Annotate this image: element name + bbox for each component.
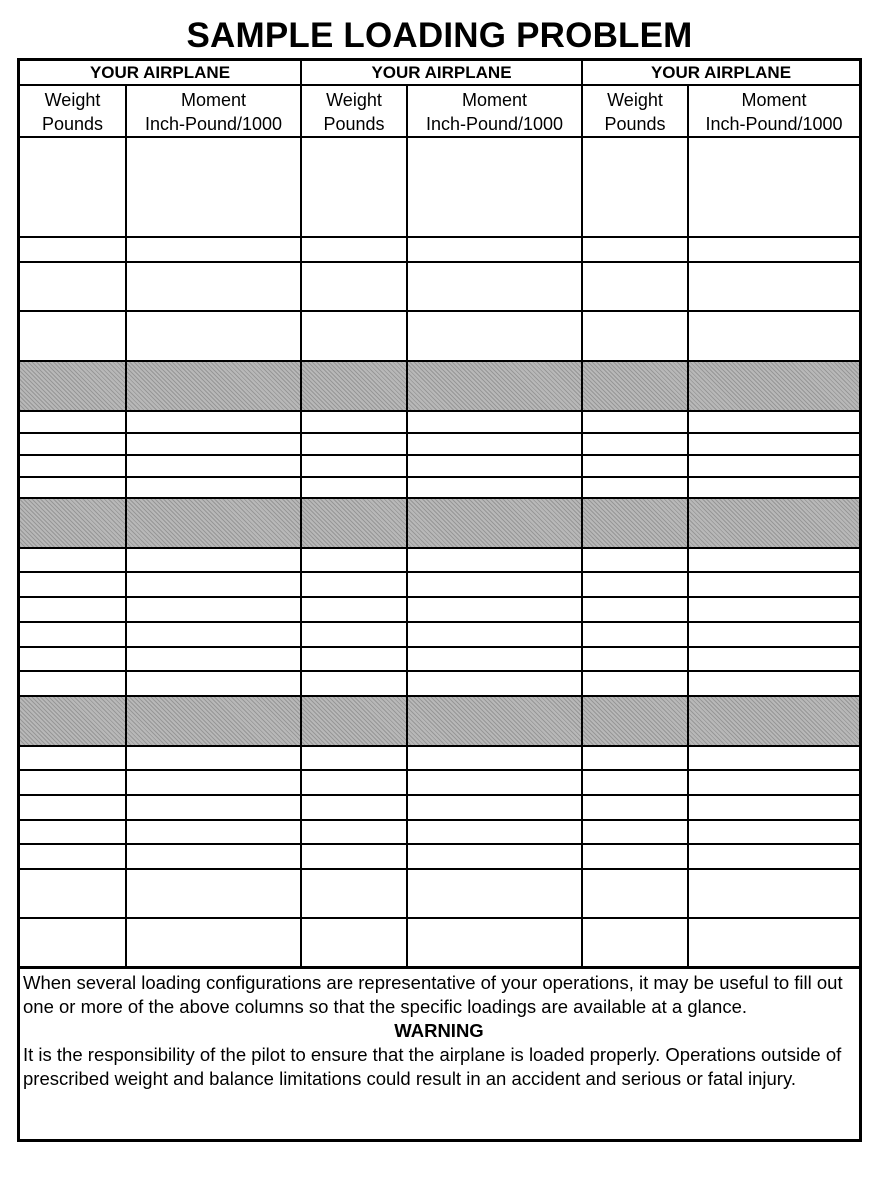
row-divider <box>20 596 859 598</box>
weight-header-unit: Pounds <box>323 114 385 134</box>
row-divider <box>20 236 859 238</box>
row-divider <box>20 310 859 312</box>
group-divider <box>300 61 302 967</box>
group-divider <box>581 61 583 967</box>
weight-header-3 <box>583 86 687 136</box>
moment-header-label: Moment <box>180 90 247 110</box>
moment-header-1 <box>127 86 300 136</box>
loading-form-table <box>17 58 862 1142</box>
row-divider <box>20 670 859 672</box>
row-divider <box>20 454 859 456</box>
your-airplane-heading-3: YOUR AIRPLANE <box>650 63 792 82</box>
row-divider <box>20 843 859 845</box>
your-airplane-heading-2: YOUR AIRPLANE <box>371 63 512 82</box>
row-divider <box>20 410 859 412</box>
row-divider <box>20 432 859 434</box>
notes-section <box>20 969 859 1139</box>
moment-header-2 <box>408 86 581 136</box>
weight-header-1 <box>20 86 125 136</box>
row-divider <box>20 794 859 796</box>
weight-header-label: Weight <box>44 90 101 110</box>
weight-header-unit: Pounds <box>604 114 666 134</box>
row-divider <box>20 547 859 549</box>
moment-header-3 <box>689 86 859 136</box>
column-divider <box>406 86 408 967</box>
column-divider <box>125 86 127 967</box>
shaded-row-2 <box>20 499 859 547</box>
moment-header-label: Moment <box>461 90 528 110</box>
row-divider <box>20 476 859 478</box>
weight-header-label: Weight <box>607 90 663 110</box>
moment-header-unit: Inch-Pound/1000 <box>425 114 564 134</box>
row-divider <box>20 695 859 697</box>
row-divider <box>20 917 859 919</box>
weight-header-2 <box>302 86 406 136</box>
page-title: SAMPLE LOADING PROBLEM <box>186 16 693 55</box>
shaded-row-1 <box>20 362 859 410</box>
row-divider <box>20 497 859 499</box>
column-divider <box>687 86 689 967</box>
row-divider <box>20 84 859 86</box>
row-divider <box>20 571 859 573</box>
row-divider <box>20 745 859 747</box>
row-divider <box>20 868 859 870</box>
moment-header-unit: Inch-Pound/1000 <box>144 114 283 134</box>
row-divider <box>20 646 859 648</box>
weight-header-label: Weight <box>326 90 382 110</box>
weight-header-unit: Pounds <box>41 114 104 134</box>
your-airplane-heading-1: YOUR AIRPLANE <box>89 63 231 82</box>
notes-intro: When several loading configurations are representative of your operations, it may be useful to fill out one or more of the above columns so that the specific loadings are available at a glance. <box>23 972 843 1017</box>
moment-header-unit: Inch-Pound/1000 <box>705 114 843 134</box>
warning-text: It is the responsibility of the pilot to ensure that the airplane is loaded properly. Operations outside of prescribed weight and balance limitations could result in an accident and serious or fatal injury. <box>23 1044 842 1089</box>
row-divider <box>20 769 859 771</box>
row-divider <box>20 819 859 821</box>
row-divider <box>20 621 859 623</box>
warning-heading: WARNING <box>394 1020 484 1041</box>
row-divider <box>20 261 859 263</box>
row-divider <box>20 360 859 362</box>
moment-header-label: Moment <box>741 90 807 110</box>
shaded-row-3 <box>20 697 859 745</box>
row-divider <box>20 136 859 138</box>
